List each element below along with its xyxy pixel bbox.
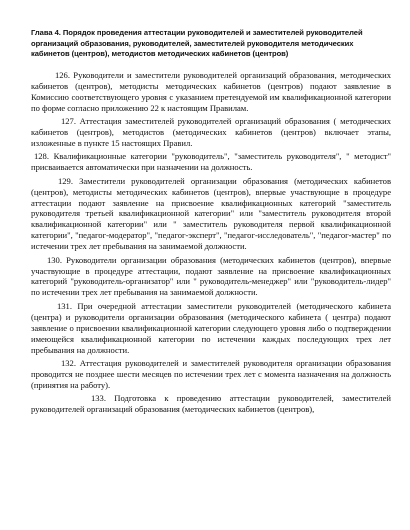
- paragraph-130: 130. Руководители организации образования (методических кабинетов (центров), впервые участвующие в процедуре аттестации, подают заявление на присвоение квалификационных категорий "руководитель-организатор" или " руководитель-менеджер" или "руководитель-лидер" по истечении трех лет пребывания на занимаемой должности.: [31, 254, 391, 298]
- paragraph-127: 127. Аттестация заместителей руководителей организаций образования ( методических кабинетов (центров), методистов (методических кабинетов (центров) включает этапы, изложенные в пункте 15 настоящих Правил.: [31, 116, 391, 148]
- paragraph-128: 128. Квалификационные категории "руководитель", "заместитель руководителя", " методист" присваивается автоматически при назначении на должность.: [31, 151, 391, 173]
- paragraph-126: 126. Руководители и заместители руководителей организаций образования, методических кабинетов (центров), методисты методических кабинетов (центров) подают заявление в Комиссию соответствующего уровня с указанием претендуемой им квалификационной категории по форме согласно приложению 22 к настоящим Правилам.: [31, 69, 391, 113]
- chapter-title: Глава 4. Порядок проведения аттестации руководителей и заместителей руководителей организаций образования, руководителей, заместителей руководителя методических кабинетов (центров), методистов методических кабинетов (центров): [31, 28, 363, 59]
- paragraph-132: 132. Аттестация руководителей и заместителей руководителя организации образования проводится не позднее шести месяцев по истечении трех лет с момента назначения на должность (принятия на работу).: [31, 358, 391, 390]
- paragraph-129: 129. Заместители руководителей организации образования (методических кабинетов (центров), методисты методических кабинетов (центров), впервые участвующие в процедуре аттестации подают заявление на присвоение квалификационных категорий "заместитель руководителя третьей квалификационной категории" или "заместитель руководителя второй квалификационной категории" или " заместитель руководителя первой квалификационной категории", "педагог-модератор", "педагог-эксперт", "педагог-исследователь", "педагог-мастер" по истечении трех лет пребывания на занимаемой должности.: [31, 175, 391, 252]
- paragraph-131: 131. При очередной аттестации заместители руководителей (методического кабинета (центра) и руководители организации образования (методического кабинета ( центра) подают заявление о присвоении квалификационной категории следующего уровня либо о подтверждении имеющейся квалификационной категории по истечении каждых последующих трех лет пребывания на должности.: [31, 300, 391, 355]
- paragraph-133: 133. Подготовка к проведению аттестации руководителей, заместителей руководителей организаций образования (методических кабинетов (центров),: [31, 393, 391, 415]
